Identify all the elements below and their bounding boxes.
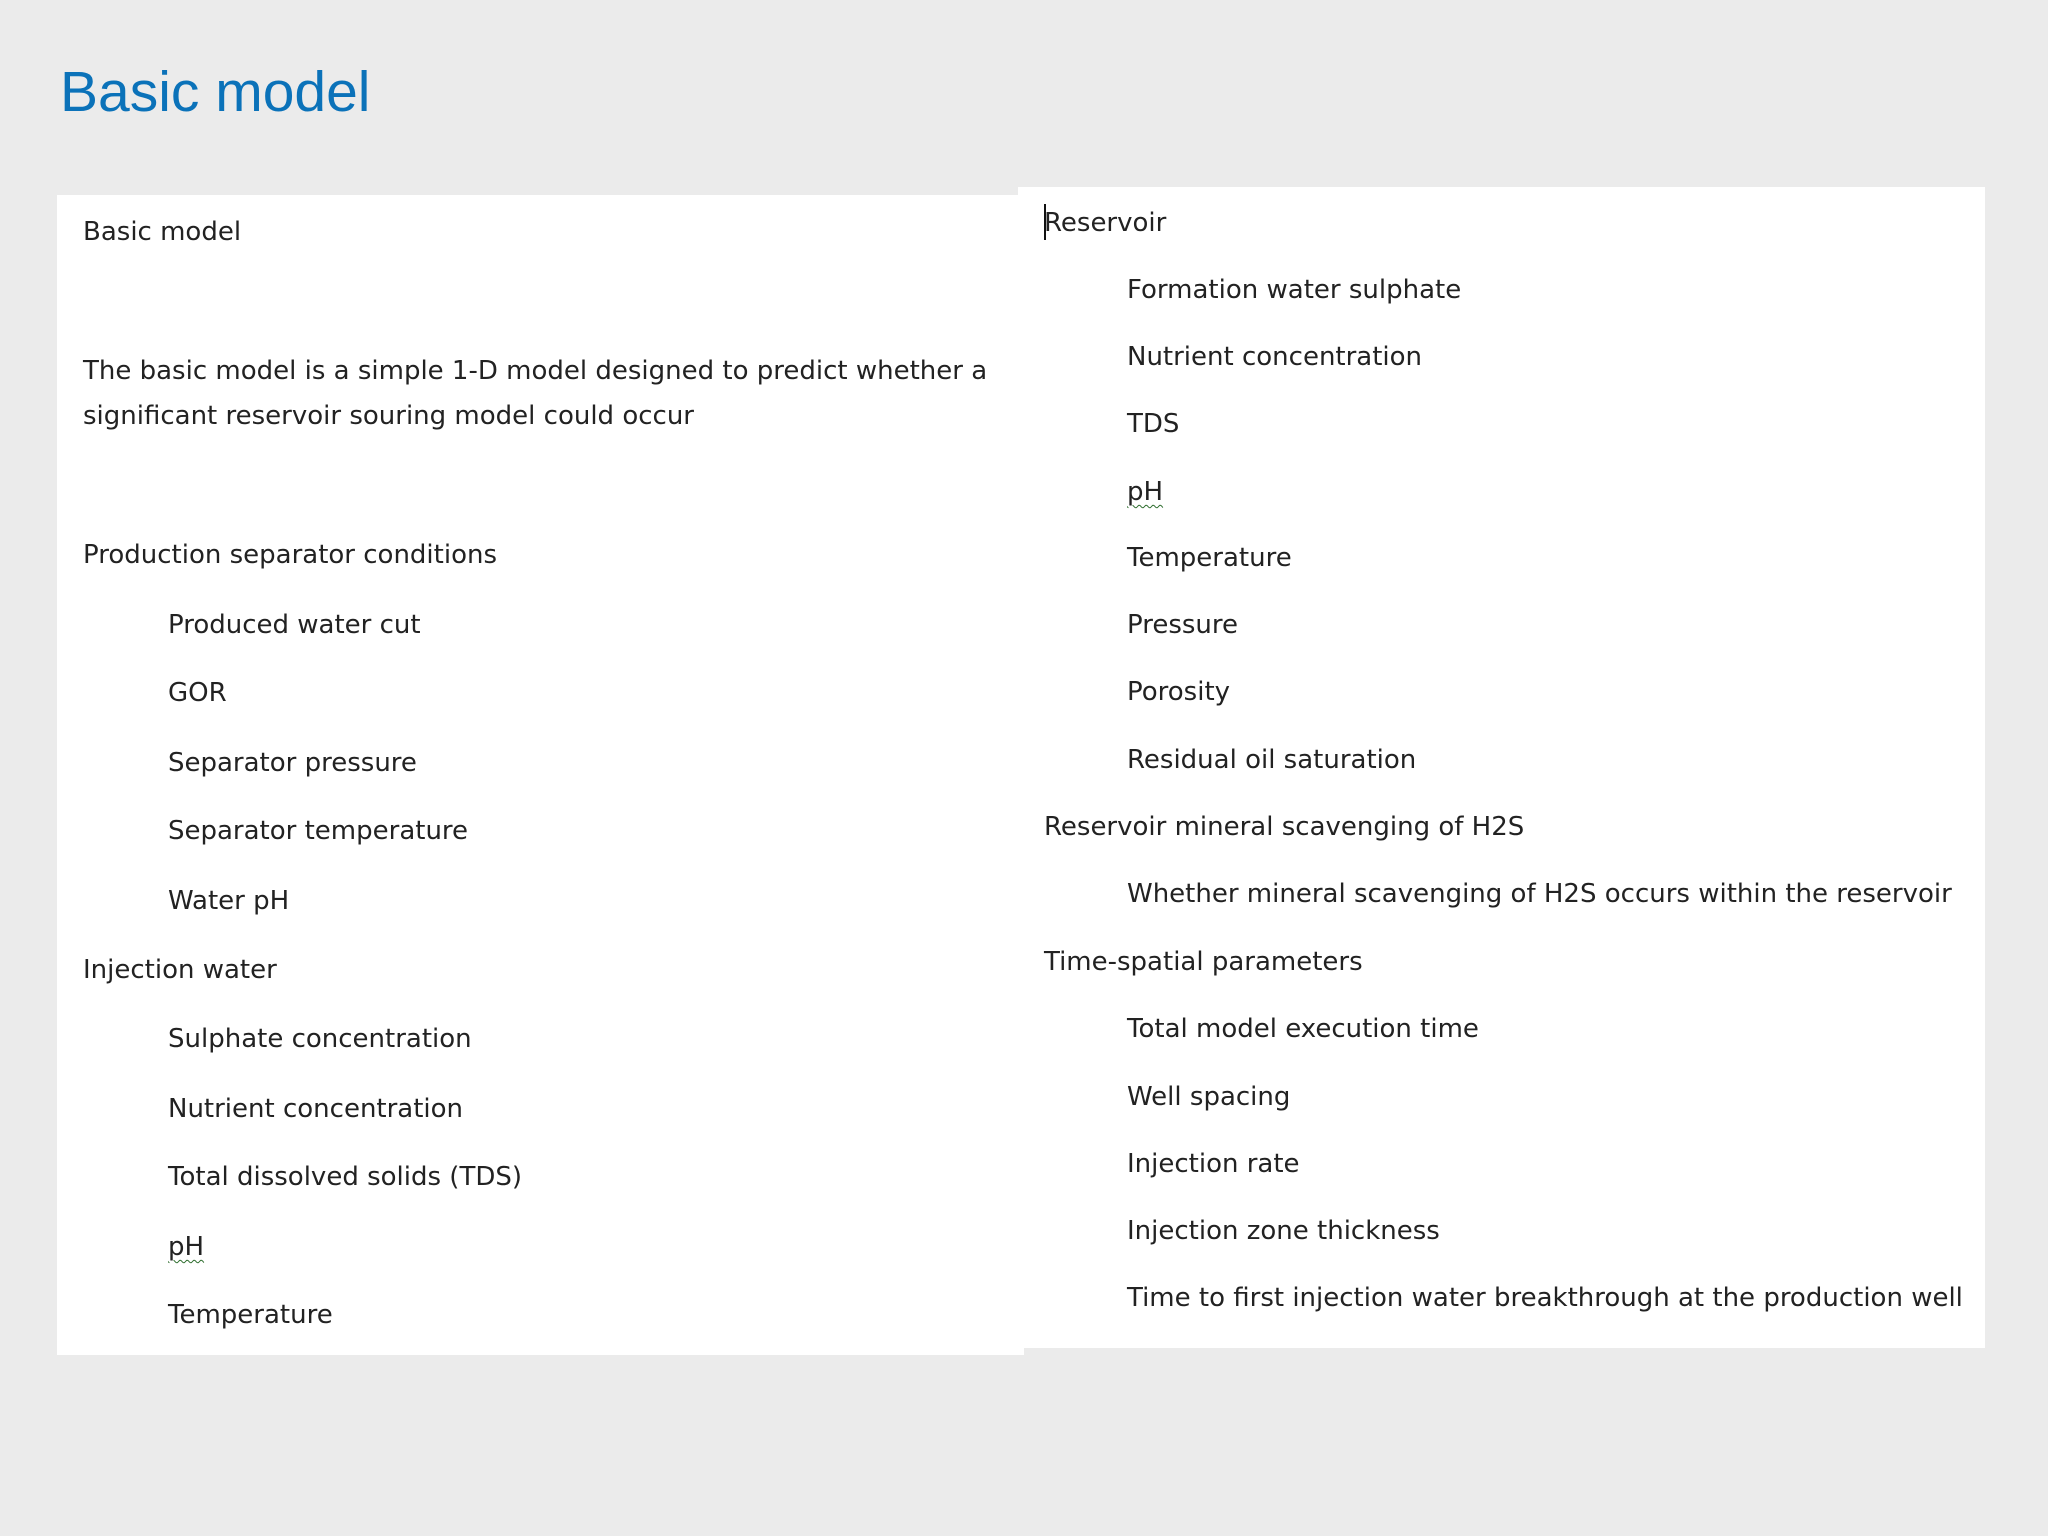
- production-item-water-cut: Produced water cut: [168, 610, 421, 640]
- reservoir-item-tds: TDS: [1127, 409, 1180, 439]
- time-item-injection-rate: Injection rate: [1127, 1149, 1300, 1179]
- time-item-zone-thickness: Injection zone thickness: [1127, 1216, 1440, 1246]
- production-separator-heading: Production separator conditions: [83, 540, 498, 570]
- reservoir-item-residual-oil: Residual oil saturation: [1127, 745, 1417, 775]
- injection-item-sulphate: Sulphate concentration: [168, 1024, 472, 1054]
- scavenging-heading: Reservoir mineral scavenging of H2S: [1044, 812, 1525, 842]
- reservoir-heading: Reservoir: [1044, 208, 1167, 238]
- scavenging-item: Whether mineral scavenging of H2S occurs within the reservoir: [1127, 879, 1952, 909]
- reservoir-item-porosity: Porosity: [1127, 677, 1231, 707]
- production-item-gor: GOR: [168, 678, 227, 708]
- right-document-page: [1018, 187, 1985, 1348]
- injection-item-temperature: Temperature: [168, 1300, 333, 1330]
- time-spatial-heading: Time-spatial parameters: [1044, 947, 1363, 977]
- time-item-breakthrough: Time to first injection water breakthrough at the production well: [1127, 1283, 1963, 1313]
- injection-item-tds: Total dissolved solids (TDS): [168, 1162, 522, 1192]
- injection-water-heading: Injection water: [83, 955, 277, 985]
- reservoir-item-pressure: Pressure: [1127, 610, 1239, 640]
- injection-item-nutrient: Nutrient concentration: [168, 1094, 464, 1124]
- slide-title: Basic model: [60, 60, 371, 124]
- reservoir-item-temperature: Temperature: [1127, 543, 1292, 573]
- injection-item-ph: pH: [168, 1232, 205, 1262]
- reservoir-item-formation-water-sulphate: Formation water sulphate: [1127, 275, 1462, 305]
- time-item-well-spacing: Well spacing: [1127, 1082, 1291, 1112]
- production-item-water-ph: Water pH: [168, 886, 290, 916]
- reservoir-item-nutrient: Nutrient concentration: [1127, 342, 1423, 372]
- document-heading: Basic model: [83, 217, 242, 247]
- production-item-separator-pressure: Separator pressure: [168, 748, 417, 778]
- intro-paragraph: The basic model is a simple 1-D model designed to predict whether a significant reservoir souring model could occur: [83, 356, 988, 431]
- left-document-page: [57, 195, 1024, 1355]
- production-item-separator-temperature: Separator temperature: [168, 816, 469, 846]
- reservoir-item-ph: pH: [1127, 477, 1164, 507]
- time-item-execution-time: Total model execution time: [1127, 1014, 1479, 1044]
